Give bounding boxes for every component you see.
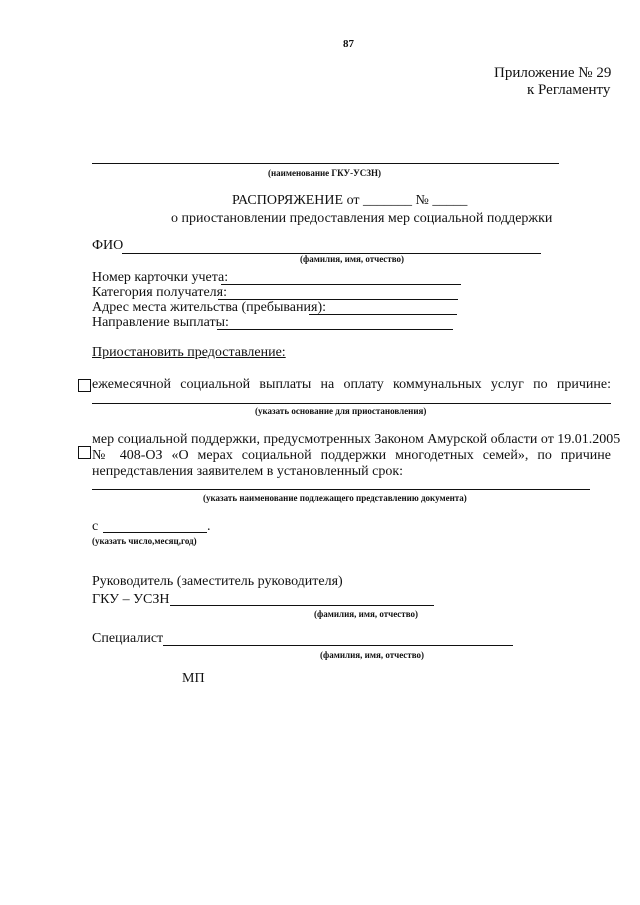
category-label: Категория получателя:: [92, 285, 227, 300]
fio-caption: (фамилия, имя, отчество): [300, 254, 405, 264]
head-signature-line[interactable]: [170, 605, 434, 606]
org-name-line[interactable]: [92, 163, 559, 164]
from-date-caption: (указать число,месяц,год): [92, 536, 197, 546]
order-title: РАСПОРЯЖЕНИЕ от _______ № _____: [232, 193, 468, 208]
order-subtitle: о приостановлении предоставления мер социальной поддержки: [171, 211, 553, 226]
from-date-label: с: [92, 519, 99, 534]
org-name-caption: (наименование ГКУ-УСЗН): [268, 168, 381, 178]
stamp-label: МП: [182, 671, 205, 686]
option2-line1: мер социальной поддержки, предусмотренных Законом Амурской области от 19.01.2005: [92, 432, 621, 447]
page-number: 87: [343, 38, 354, 50]
option2-document-line[interactable]: [92, 489, 590, 490]
direction-line[interactable]: [217, 329, 453, 330]
option1-caption: (указать основание для приостановления): [255, 406, 427, 416]
address-label: Адрес места жительства (пребывания):: [92, 300, 327, 315]
specialist-signature-line[interactable]: [163, 645, 513, 646]
from-date-dot: .: [207, 519, 211, 534]
direction-label: Направление выплаты:: [92, 315, 229, 330]
from-date-line[interactable]: [103, 532, 207, 533]
card-number-label: Номер карточки учета:: [92, 270, 229, 285]
suspend-heading: Приостановить предоставление:: [92, 345, 286, 360]
option2-line3: непредставления заявителем в установленный срок:: [92, 464, 404, 479]
option2-caption: (указать наименование подлежащего представлению документа): [203, 493, 467, 503]
option2-checkbox[interactable]: [78, 446, 91, 459]
specialist-caption: (фамилия, имя, отчество): [320, 650, 425, 660]
card-number-line[interactable]: [221, 284, 461, 285]
head-title: Руководитель (заместитель руководителя): [92, 574, 343, 589]
option1-checkbox[interactable]: [78, 379, 91, 392]
option1-text: ежемесячной социальной выплаты на оплату коммунальных услуг по причине:: [92, 377, 611, 392]
appendix-reference: к Регламенту: [527, 82, 611, 98]
option1-reason-line[interactable]: [92, 403, 611, 404]
fio-label: ФИО: [92, 238, 124, 253]
specialist-label: Специалист: [92, 631, 164, 646]
address-line[interactable]: [309, 314, 457, 315]
head-org: ГКУ – УСЗН: [92, 592, 170, 607]
head-caption: (фамилия, имя, отчество): [314, 609, 419, 619]
option2-line2: № 408-ОЗ «О мерах социальной поддержки многодетных семей», по причине: [92, 448, 611, 463]
appendix-label: Приложение № 29: [494, 65, 612, 81]
